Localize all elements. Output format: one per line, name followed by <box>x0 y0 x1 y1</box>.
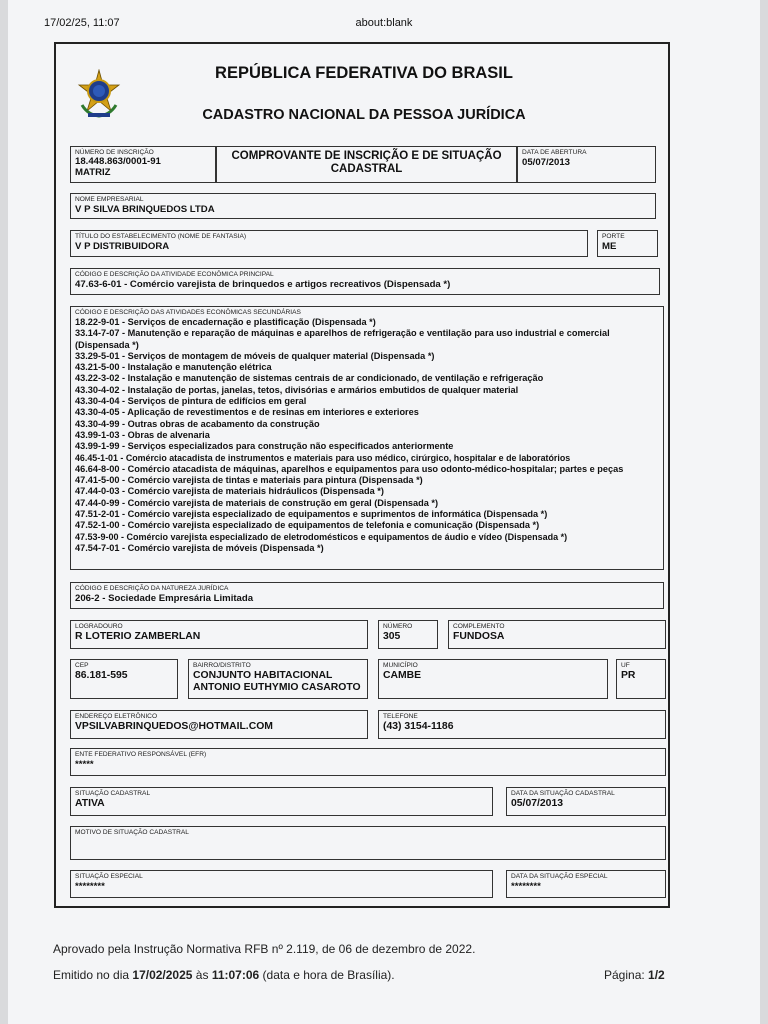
page-subtitle: CADASTRO NACIONAL DA PESSOA JURÍDICA <box>202 107 526 123</box>
municipio-value: CAMBE <box>383 670 422 681</box>
list-item: 46.45-1-01 - Comércio atacadista de instrumentos e materiais para uso médico, cirúrgico, hospitalar e de laboratórios <box>75 452 571 463</box>
numero-label: NÚMERO <box>383 623 413 630</box>
municipio-box <box>378 659 608 699</box>
list-item: 33.14-7-07 - Manutenção e reparação de máquinas e aparelhos de refrigeração e ventilação para uso industrial e comercial (Dispensada *) <box>75 328 610 350</box>
atividades-secundarias-label: CÓDIGO E DESCRIÇÃO DAS ATIVIDADES ECONÔMICAS SECUNDÁRIAS <box>75 309 301 316</box>
inscricao-type: MATRIZ <box>75 166 111 178</box>
bairro-label: BAIRRO/DISTRITO <box>193 662 251 669</box>
print-datetime: 17/02/25, 11:07 <box>44 17 120 29</box>
complemento-box <box>448 620 666 649</box>
numero-value: 305 <box>383 631 401 642</box>
list-item: 43.30-4-02 - Instalação de portas, janelas, tetos, divisórias e armários embutidos de qualquer material <box>75 384 519 395</box>
list-item: 47.52-1-00 - Comércio varejista especializado de equipamentos de telefonia e comunicação (Dispensada *) <box>75 520 540 531</box>
numero-box <box>378 620 438 649</box>
emission-prefix: Emitido no dia <box>53 968 130 982</box>
list-item: 47.53-9-00 - Comércio varejista especializado de eletrodomésticos e equipamentos de áudio e vídeo (Dispensada *) <box>75 531 568 542</box>
email-value: VPSILVABRINQUEDOS@HOTMAIL.COM <box>75 721 273 732</box>
porte-value: ME <box>602 241 617 252</box>
cep-value: 86.181-595 <box>75 670 128 681</box>
telefone-box <box>378 710 666 739</box>
page-number-prefix: Página: <box>604 968 645 982</box>
cnpj-card-frame <box>54 42 670 908</box>
atividades-secundarias-list <box>75 317 659 554</box>
list-item: 46.64-8-00 - Comércio atacadista de máquinas, aparelhos e equipamentos para uso odonto-médico-hospitalar; partes e peças <box>75 463 624 474</box>
list-item: 47.44-0-03 - Comércio varejista de materiais hidráulicos (Dispensada *) <box>75 486 384 497</box>
list-item: 43.22-3-02 - Instalação e manutenção de sistemas centrais de ar condicionado, de ventilação e refrigeração <box>75 373 544 384</box>
nome-fantasia-box <box>70 230 588 257</box>
efr-value: ***** <box>75 759 94 770</box>
abertura-label: DATA DE ABERTURA <box>522 149 587 156</box>
data-situacao-especial-value: ******** <box>511 881 541 892</box>
data-situacao-value: 05/07/2013 <box>511 798 564 809</box>
nome-empresarial-box <box>70 193 656 219</box>
telefone-label: TELEFONE <box>383 713 418 720</box>
atividade-principal-box <box>70 268 660 295</box>
emission-date: 17/02/2025 <box>132 968 193 982</box>
situacao-label: SITUAÇÃO CADASTRAL <box>75 790 151 797</box>
natureza-juridica-label: CÓDIGO E DESCRIÇÃO DA NATUREZA JURÍDICA <box>75 585 229 592</box>
uf-box <box>616 659 666 699</box>
abertura-value: 05/07/2013 <box>522 157 571 168</box>
bairro-line1: CONJUNTO HABITACIONAL <box>193 670 333 681</box>
abertura-box <box>517 146 656 183</box>
page-number-value: 1/2 <box>648 968 665 982</box>
nome-fantasia-label: TÍTULO DO ESTABELECIMENTO (NOME DE FANTASIA) <box>75 233 247 240</box>
situacao-box <box>70 787 493 816</box>
porte-box <box>597 230 658 257</box>
page-number <box>604 968 665 982</box>
nome-empresarial-label: NOME EMPRESARIAL <box>75 196 144 203</box>
atividades-secundarias-box <box>70 306 664 570</box>
approval-note: Aprovado pela Instrução Normativa RFB nº 2.119, de 06 de dezembro de 2022. <box>53 942 476 956</box>
complemento-label: COMPLEMENTO <box>453 623 505 630</box>
emission-suffix: (data e hora de Brasília). <box>262 968 395 982</box>
telefone-value: (43) 3154-1186 <box>383 721 454 732</box>
emission-time: 11:07:06 <box>211 968 260 982</box>
comprovante-title-line1: COMPROVANTE DE INSCRIÇÃO E DE SITUAÇÃO <box>231 150 502 162</box>
inscricao-value: 18.448.863/0001-91 <box>75 156 161 167</box>
cep-label: CEP <box>75 662 89 669</box>
motivo-label: MOTIVO DE SITUAÇÃO CADASTRAL <box>75 829 189 836</box>
list-item: 47.51-2-01 - Comércio varejista especializado de equipamentos e suprimentos de informática (Dispensada *) <box>75 509 548 520</box>
inscricao-label: NÚMERO DE INSCRIÇÃO <box>75 149 154 156</box>
uf-label: UF <box>621 662 630 669</box>
email-box <box>70 710 368 739</box>
situacao-especial-label: SITUAÇÃO ESPECIAL <box>75 873 143 880</box>
list-item: 18.22-9-01 - Serviços de encadernação e plastificação (Dispensada *) <box>75 317 376 327</box>
list-item: 47.41-5-00 - Comércio varejista de tintas e materiais para pintura (Dispensada *) <box>75 475 423 486</box>
logradouro-value: R LOTERIO ZAMBERLAN <box>75 631 201 642</box>
list-item: 43.21-5-00 - Instalação e manutenção elétrica <box>75 362 272 373</box>
emission-mid: às <box>195 968 209 982</box>
list-item: 43.99-1-99 - Serviços especializados para construção não especificados anteriormente <box>75 441 454 452</box>
comprovante-title-line2: CADASTRAL <box>330 163 403 175</box>
data-situacao-label: DATA DA SITUAÇÃO CADASTRAL <box>511 790 615 797</box>
natureza-juridica-value: 206-2 - Sociedade Empresária Limitada <box>75 593 254 604</box>
logradouro-box <box>70 620 368 649</box>
bairro-line2: ANTONIO EUTHYMIO CASAROTO <box>193 682 361 693</box>
inscricao-box <box>70 146 216 183</box>
situacao-especial-box <box>70 870 493 898</box>
situacao-value: ATIVA <box>75 798 105 809</box>
comprovante-box <box>216 146 517 183</box>
list-item: 47.44-0-99 - Comércio varejista de materiais de construção em geral (Dispensada *) <box>75 497 439 508</box>
list-item: 47.54-7-01 - Comércio varejista de móveis (Dispensada *) <box>75 542 324 553</box>
document-page <box>8 0 760 1024</box>
list-item: 43.30-4-04 - Serviços de pintura de edifícios em geral <box>75 396 307 407</box>
email-label: ENDEREÇO ELETRÔNICO <box>75 713 158 720</box>
atividade-principal-label: CÓDIGO E DESCRIÇÃO DA ATIVIDADE ECONÔMICA PRINCIPAL <box>75 271 274 278</box>
list-item: 43.30-4-99 - Outras obras de acabamento da construção <box>75 418 320 429</box>
page-title: REPÚBLICA FEDERATIVA DO BRASIL <box>215 64 513 82</box>
atividade-principal-value: 47.63-6-01 - Comércio varejista de brinquedos e artigos recreativos (Dispensada *) <box>75 279 451 290</box>
data-situacao-especial-box <box>506 870 666 898</box>
complemento-value: FUNDOSA <box>453 631 505 642</box>
efr-box <box>70 748 666 776</box>
cep-box <box>70 659 178 699</box>
municipio-label: MUNICÍPIO <box>383 662 418 669</box>
print-url: about:blank <box>355 17 413 29</box>
nome-fantasia-value: V P DISTRIBUIDORA <box>75 241 170 252</box>
emission-note <box>53 968 395 982</box>
nome-empresarial-value: V P SILVA BRINQUEDOS LTDA <box>75 204 215 215</box>
data-situacao-especial-label: DATA DA SITUAÇÃO ESPECIAL <box>511 873 608 880</box>
list-item: 33.29-5-01 - Serviços de montagem de móveis de qualquer material (Dispensada *) <box>75 350 435 361</box>
uf-value: PR <box>621 670 636 681</box>
efr-label: ENTE FEDERATIVO RESPONSÁVEL (EFR) <box>75 751 207 758</box>
porte-label: PORTE <box>602 233 625 240</box>
natureza-juridica-box <box>70 582 664 609</box>
logradouro-label: LOGRADOURO <box>75 623 123 630</box>
data-situacao-box <box>506 787 666 816</box>
bairro-box <box>188 659 368 699</box>
situacao-especial-value: ******** <box>75 881 105 892</box>
list-item: 43.99-1-03 - Obras de alvenaria <box>75 429 210 440</box>
list-item: 43.30-4-05 - Aplicação de revestimentos e de resinas em interiores e exteriores <box>75 407 419 418</box>
motivo-box <box>70 826 666 860</box>
